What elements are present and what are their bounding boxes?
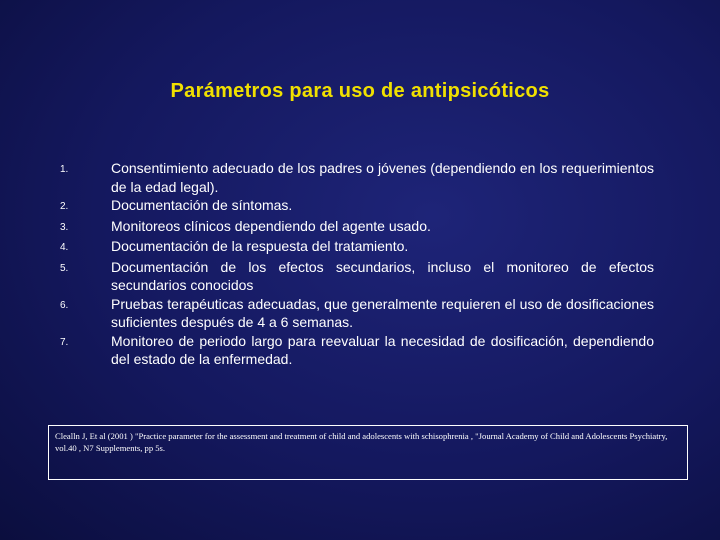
list-item-text: Monitoreos clínicos dependiendo del agente usado. bbox=[111, 217, 431, 234]
list-item-number: 7. bbox=[60, 336, 69, 348]
list-item-number: 5. bbox=[60, 262, 69, 274]
list-item-text: Pruebas terapéuticas adecuadas, que generalmente requieren el uso de dosificaciones suficientes después de 4 a 6 semanas. bbox=[111, 295, 654, 330]
list-item-number: 6. bbox=[60, 299, 69, 311]
list-item-text: Documentación de los efectos secundarios, incluso el monitoreo de efectos secundarios conocidos bbox=[111, 258, 654, 293]
list-item bbox=[60, 217, 654, 238]
list-item-text: Monitoreo de periodo largo para reevaluar la necesidad de dosificación, dependiendo del estado de la enfermedad. bbox=[111, 332, 654, 367]
list-item-number: 4. bbox=[60, 242, 69, 253]
list-item-text: Consentimiento adecuado de los padres o jóvenes (dependiendo en los requerimientos de la edad legal). bbox=[111, 160, 654, 195]
list-item bbox=[60, 196, 654, 217]
list-item-number: 2. bbox=[60, 201, 69, 212]
list-item bbox=[60, 237, 654, 258]
list-item bbox=[60, 159, 654, 196]
list-item bbox=[60, 295, 654, 332]
list-item-number: 3. bbox=[60, 221, 69, 233]
list-item-text: Documentación de síntomas. bbox=[111, 197, 293, 213]
list-item bbox=[60, 332, 654, 369]
slide-title: Parámetros para uso de antipsicóticos bbox=[170, 80, 550, 102]
reference-box: Clealln J, Et al (2001 ) "Practice parameter for the assessment and treatment of child and adolescents with schisophrenia , "Journal Academy of Child and Adolescents Psychiatry, vol.40 , N7 Supplements, pp 5s. bbox=[48, 425, 688, 480]
list-item-text: Documentación de la respuesta del tratamiento. bbox=[111, 238, 409, 254]
list-item-number: 1. bbox=[60, 164, 69, 175]
list-item bbox=[60, 258, 654, 295]
parameters-list bbox=[60, 159, 654, 369]
